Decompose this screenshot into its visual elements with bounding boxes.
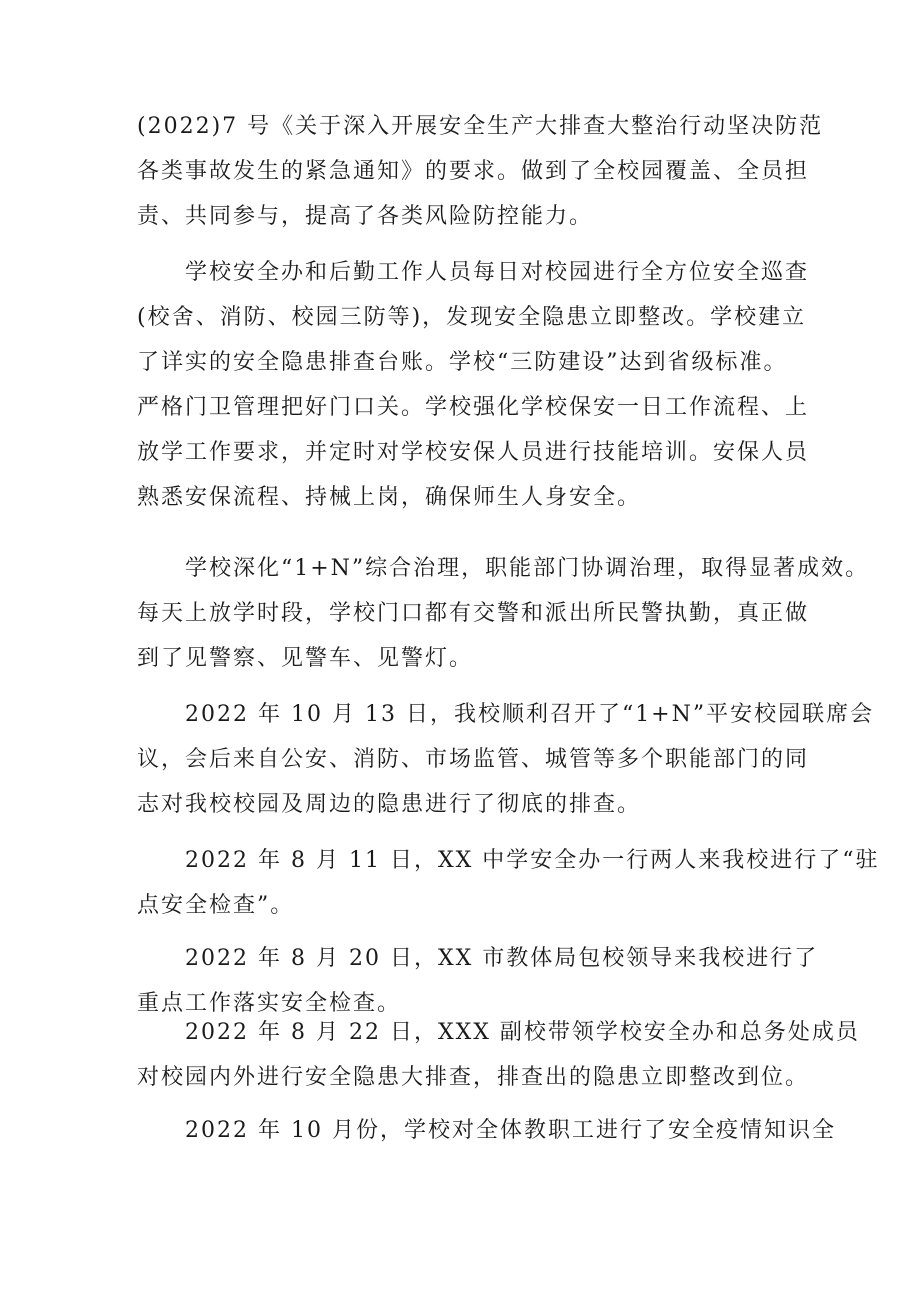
text-line: 2022 年 8 月 11 日，XX 中学安全办一行两人来我校进行了“驻 [185,848,880,873]
paragraph-7 [137,1010,860,1100]
text-line: 2022 年 10 月份，学校对全体教职工进行了安全疫情知识全 [185,1118,836,1143]
text-line: 熟悉安保流程、持械上岗，确保师生人身安全。 [137,485,642,510]
paragraph-1 [137,104,824,239]
paragraph-8 [137,1108,836,1153]
text-line: 2022 年 10 月 13 日，我校顺利召开了“1+N”平安校园联席会 [185,702,875,727]
paragraph-2 [137,250,810,520]
text-line: 到了见警察、见警车、见警灯。 [137,646,474,671]
text-line: 点安全检查”。 [137,893,295,918]
text-line: 学校安全办和后勤工作人员每日对校园进行全方位安全巡查 [185,260,810,285]
text-line: 2022 年 8 月 20 日，XX 市教体局包校领导来我校进行了 [185,946,819,971]
text-line: 了详实的安全隐患排查台账。学校“三防建设”达到省级标准。 [137,350,788,375]
text-line: 议，会后来自公安、消防、市场监管、城管等多个职能部门的同 [137,747,810,772]
text-line: 2022 年 8 月 22 日，XXX 副校带领学校安全办和总务处成员 [185,1020,860,1045]
text-line: 重点工作落实安全检查。 [137,991,402,1016]
text-line: 对校园内外进行安全隐患大排查，排查出的隐患立即整改到位。 [137,1065,810,1090]
paragraph-5 [137,838,880,928]
text-line: 各类事故发生的紧急通知》的要求。做到了全校园覆盖、全员担 [137,159,810,184]
paragraph-3 [137,546,870,681]
text-line: 学校深化“1+N”综合治理，职能部门协调治理，取得显著成效。 [185,556,870,581]
text-line: 志对我校校园及周边的隐患进行了彻底的排查。 [137,792,642,817]
text-line: 严格门卫管理把好门口关。学校强化学校保安一日工作流程、上 [137,395,810,420]
text-line: 责、共同参与，提高了各类风险防控能力。 [137,204,594,229]
text-line: 放学工作要求，并定时对学校安保人员进行技能培训。安保人员 [137,440,810,465]
text-line: 每天上放学时段，学校门口都有交警和派出所民警执勤，真正做 [137,601,810,626]
text-line: (校舍、消防、校园三防等)，发现安全隐患立即整改。学校建立 [137,305,807,330]
text-line: (2022)7 号《关于深入开展安全生产大排查大整治行动坚决防范 [137,114,824,139]
paragraph-4 [137,692,875,827]
